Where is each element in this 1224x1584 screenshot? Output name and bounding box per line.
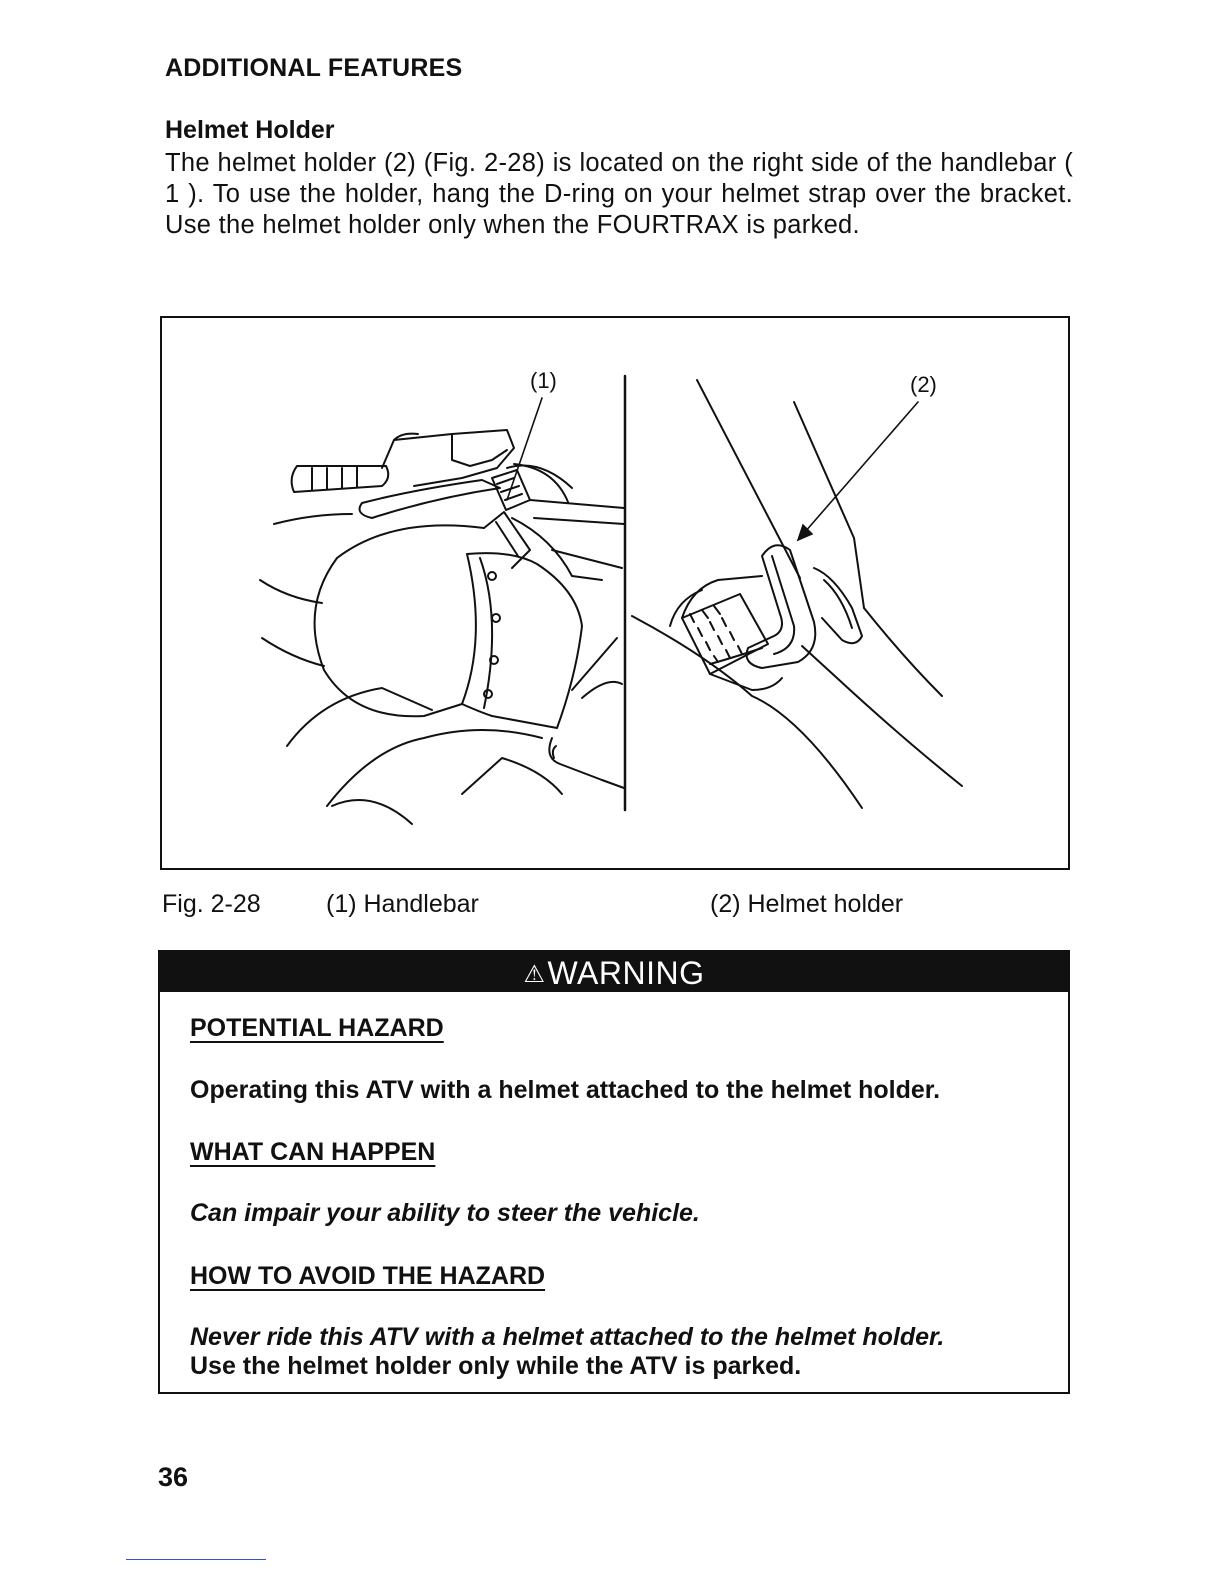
helmet-holder-paragraph: The helmet holder (2) (Fig. 2-28) is located on the right side of the handlebar ( 1 ). To use the holder, hang the D-ring on your helmet strap over the bracket. Use the helmet holder only when the FOURTRAX is parked. [165, 149, 1073, 239]
callout-handlebar: (1) [530, 368, 557, 393]
callout-helmet-holder: (2) [910, 372, 937, 397]
warning-box [158, 950, 1070, 1394]
warning-title: WARNING [547, 955, 705, 991]
what-can-happen-heading: WHAT CAN HAPPEN [190, 1138, 436, 1166]
figure-2-28 [160, 316, 1070, 870]
page-number: 36 [158, 1462, 189, 1492]
helmet-holder-heading: Helmet Holder [165, 116, 335, 144]
potential-hazard-text: Operating this ATV with a helmet attached to the helmet holder. [190, 1076, 941, 1104]
caption-helmet-holder: (2) Helmet holder [710, 890, 904, 918]
figure-number: Fig. 2-28 [162, 890, 261, 918]
caption-handlebar: (1) Handlebar [326, 890, 479, 918]
warning-triangle-icon: ⚠ [523, 961, 546, 988]
warning-title-bar [160, 952, 1068, 992]
section-title: ADDITIONAL FEATURES [165, 54, 463, 82]
footer-rule [126, 1559, 266, 1560]
avoid-hazard-text-line-2: Use the helmet holder only while the ATV is parked. [190, 1352, 802, 1380]
potential-hazard-heading: POTENTIAL HAZARD [190, 1014, 444, 1042]
what-can-happen-text: Can impair your ability to steer the vehicle. [190, 1199, 700, 1227]
helmet-holder-illustration [162, 318, 1068, 868]
avoid-hazard-heading: HOW TO AVOID THE HAZARD [190, 1262, 546, 1290]
avoid-hazard-text-line-1: Never ride this ATV with a helmet attached to the helmet holder. [190, 1323, 945, 1351]
